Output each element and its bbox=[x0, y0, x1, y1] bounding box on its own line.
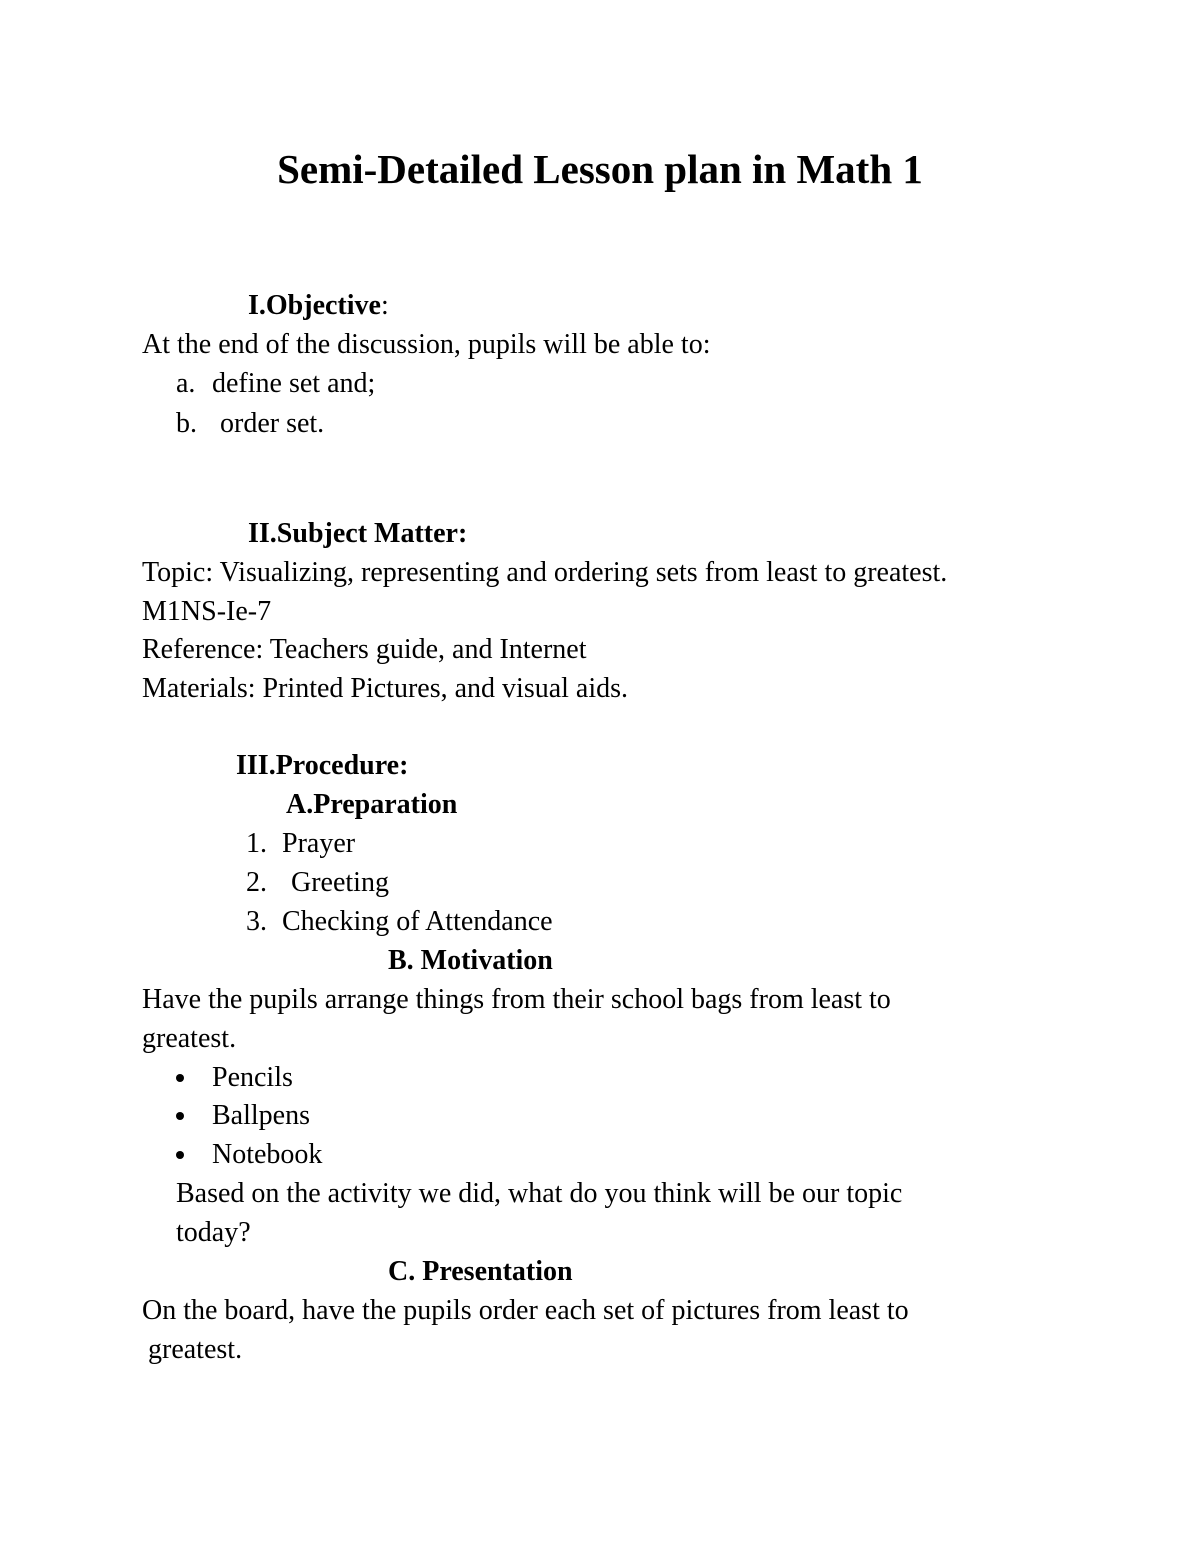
motivation-heading: B. Motivation bbox=[388, 945, 553, 976]
subject-code: M1NS-Ie-7 bbox=[142, 596, 272, 627]
list-item-text: order set. bbox=[220, 408, 325, 439]
list-marker: 3. bbox=[246, 906, 267, 937]
motivation-text-line1: Have the pupils arrange things from their school bags from least to bbox=[142, 984, 891, 1015]
objective-item-a bbox=[176, 365, 375, 403]
list-item-text: Notebook bbox=[212, 1139, 323, 1170]
preparation-item-3 bbox=[246, 903, 553, 941]
subject-reference: Reference: Teachers guide, and Internet bbox=[142, 634, 587, 665]
preparation-item-2 bbox=[246, 864, 389, 902]
procedure-heading: III.Procedure: bbox=[236, 750, 409, 781]
list-marker: 2. bbox=[246, 867, 267, 898]
bullet-icon bbox=[176, 1074, 184, 1082]
list-marker: b. bbox=[176, 408, 197, 439]
list-marker: 1. bbox=[246, 828, 267, 859]
bullet-icon bbox=[176, 1112, 184, 1120]
objective-heading-colon: : bbox=[380, 290, 389, 321]
preparation-item-1 bbox=[246, 825, 355, 863]
list-item-text: define set and; bbox=[212, 368, 376, 399]
list-item-text: Ballpens bbox=[212, 1100, 310, 1131]
page-title: Semi-Detailed Lesson plan in Math 1 bbox=[277, 146, 923, 192]
list-item-text: Checking of Attendance bbox=[282, 906, 553, 937]
list-marker: a. bbox=[176, 368, 196, 399]
motivation-bullet-1 bbox=[176, 1059, 293, 1097]
bullet-icon bbox=[176, 1151, 184, 1159]
objective-item-b bbox=[176, 405, 324, 443]
subject-topic: Topic: Visualizing, representing and ordering sets from least to greatest. bbox=[142, 557, 948, 588]
motivation-bullet-2 bbox=[176, 1097, 310, 1135]
presentation-heading: C. Presentation bbox=[388, 1256, 573, 1287]
presentation-text-line2: greatest. bbox=[148, 1334, 243, 1365]
motivation-question-line2: today? bbox=[176, 1217, 251, 1248]
objective-heading-line bbox=[248, 287, 389, 325]
motivation-bullet-3 bbox=[176, 1136, 322, 1174]
list-item-text: Prayer bbox=[282, 828, 356, 859]
motivation-question-line1: Based on the activity we did, what do you think will be our topic bbox=[176, 1178, 903, 1209]
list-item-text: Greeting bbox=[291, 867, 389, 898]
list-item-text: Pencils bbox=[212, 1062, 293, 1093]
presentation-text-line1: On the board, have the pupils order each set of pictures from least to bbox=[142, 1295, 909, 1326]
motivation-text-line2: greatest. bbox=[142, 1023, 237, 1054]
subject-materials: Materials: Printed Pictures, and visual aids. bbox=[142, 673, 629, 704]
objective-intro: At the end of the discussion, pupils will be able to: bbox=[142, 329, 711, 360]
objective-heading: I.Objective bbox=[248, 290, 381, 321]
preparation-heading: A.Preparation bbox=[286, 789, 458, 820]
subject-matter-heading: II.Subject Matter: bbox=[248, 518, 468, 549]
